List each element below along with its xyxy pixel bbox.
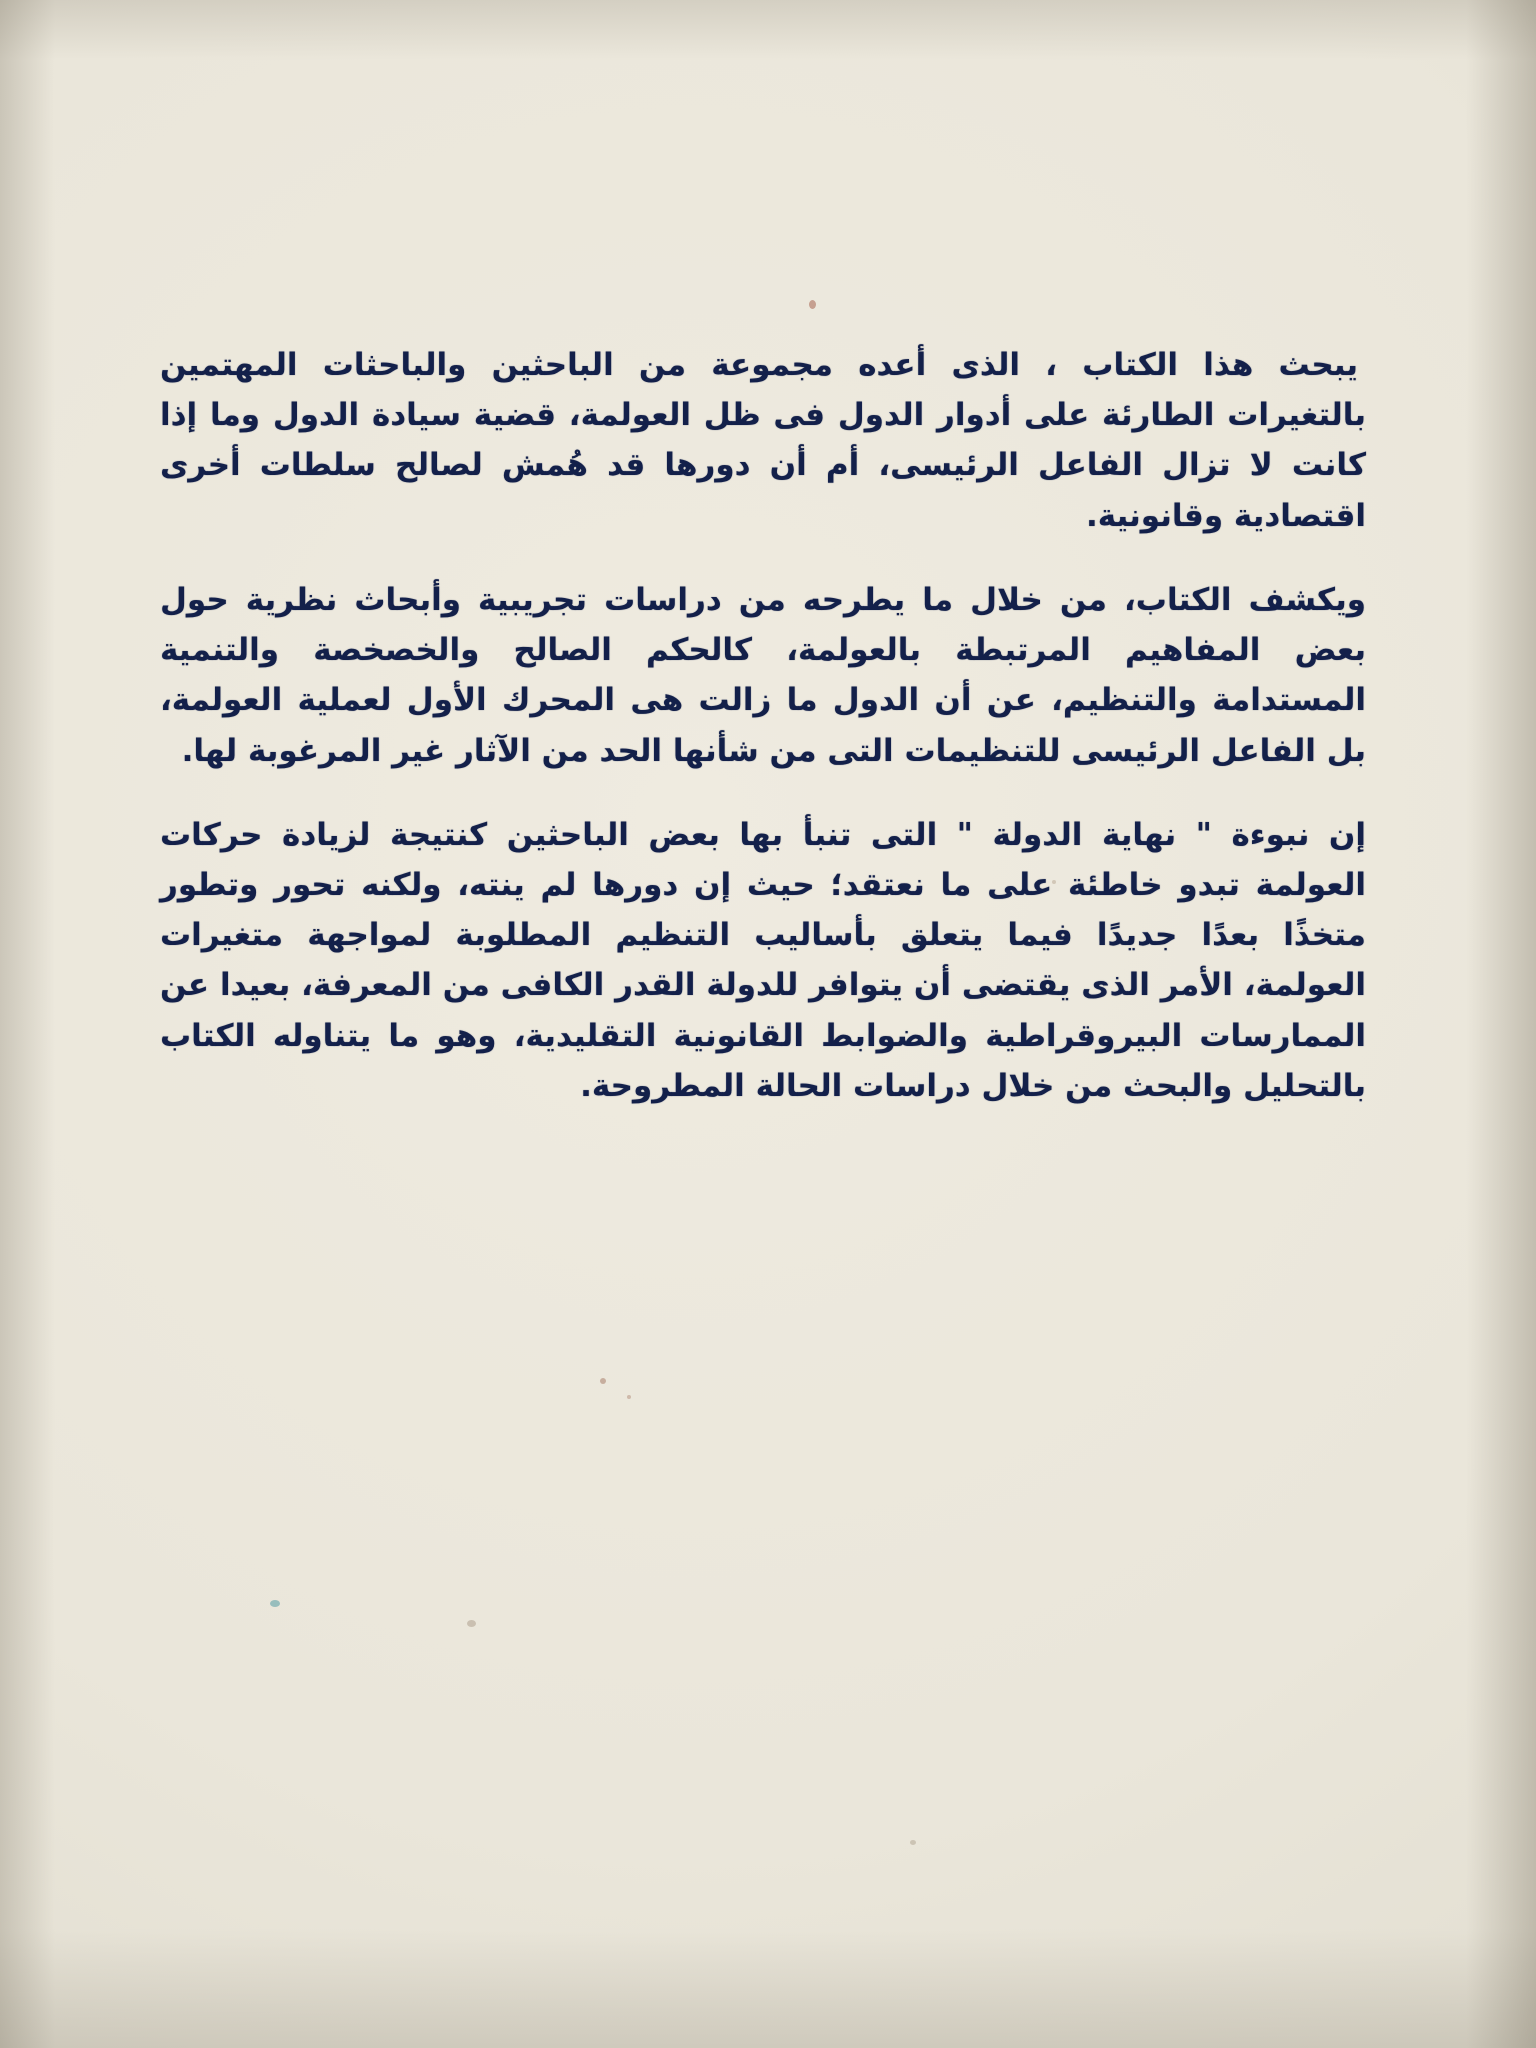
page-edge-shading-right <box>1466 0 1536 2048</box>
page-edge-shading-bottom <box>0 1928 1536 2048</box>
paper-speck <box>600 1378 606 1384</box>
page-edge-shading-top <box>0 0 1536 60</box>
paper-speck <box>910 1840 916 1845</box>
paper-speck <box>809 300 816 309</box>
blurb-text-block <box>160 340 1366 1111</box>
page-edge-shading-left <box>0 0 55 2048</box>
paper-speck <box>270 1600 280 1607</box>
paper-speck <box>467 1620 476 1627</box>
blurb-paragraph-2: ويكشف الكتاب، من خلال ما يطرحه من دراسات تجريبية وأبحاث نظرية حول بعض المفاهيم المرتبطة بالعولمة، كالحكم الصالح والخصخصة والتنمية المستدامة والتنظيم، عن أن الدول ما زالت هى المحرك الأول لعملية العولمة، بل الفاعل الرئيسى للتنظيمات التى من شأنها الحد من الآثار غير المرغوبة لها. <box>160 581 1366 769</box>
blurb-paragraph-1: يبحث هذا الكتاب ، الذى أعده مجموعة من الباحثين والباحثات المهتمين بالتغيرات الطارئة على أدوار الدول فى ظل العولمة، قضية سيادة الدول وما إذا كانت لا تزال الفاعل الرئيسى، أم أن دورها قد هُمش لصالح سلطات أخرى اقتصادية وقانونية. <box>160 347 1366 534</box>
paper-speck <box>627 1395 631 1399</box>
blurb-paragraph-3: إن نبوءة " نهاية الدولة " التى تنبأ بها بعض الباحثين كنتيجة لزيادة حركات العولمة تبدو خاطئة على ما نعتقد؛ حيث إن دورها لم ينته، ولكنه تحور وتطور متخذًا بعدًا جديدًا فيما يتعلق بأساليب التنظيم المطلوبة لمواجهة متغيرات العولمة، الأمر الذى يقتضى أن يتوافر للدولة القدر الكافى من المعرفة، بعيدا عن الممارسات البيروقراطية والضوابط القانونية التقليدية، وهو ما يتناوله الكتاب بالتحليل والبحث من خلال دراسات الحالة المطروحة. <box>160 816 1366 1104</box>
